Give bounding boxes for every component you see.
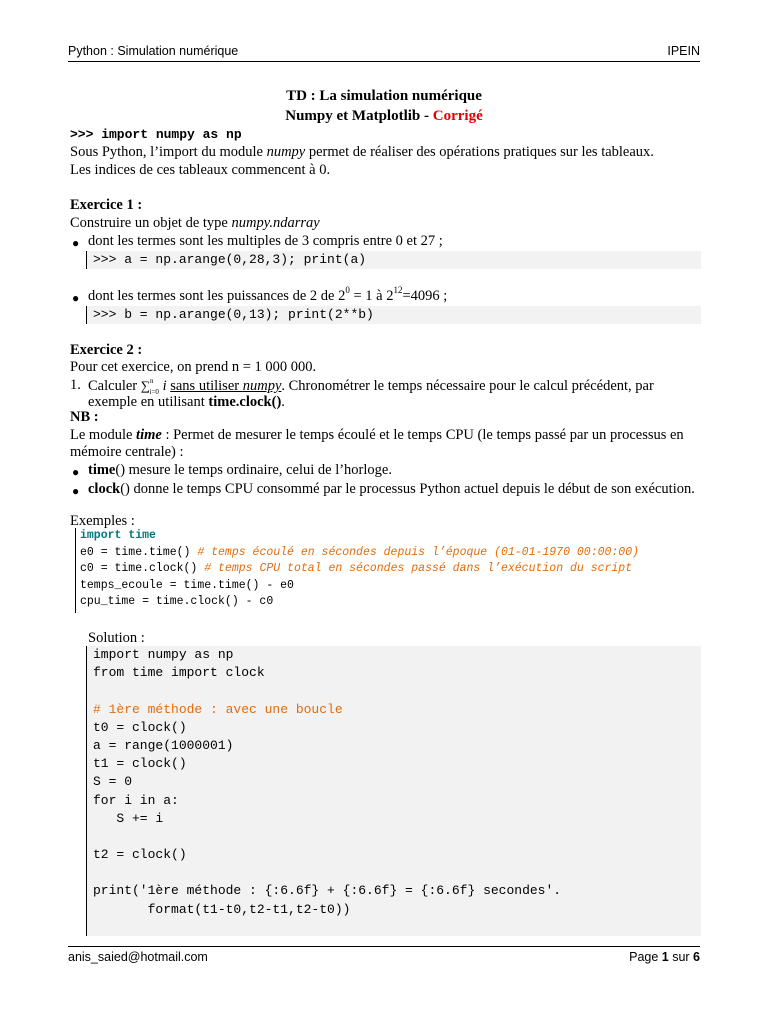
page-number: Page 1 sur 6 xyxy=(629,950,700,964)
code-line: cpu_time = time.clock() - c0 xyxy=(80,595,274,608)
code-line: import time xyxy=(80,529,156,542)
bullet-icon: ● xyxy=(72,465,80,479)
code-line: temps_ecoule = time.time() - e0 xyxy=(80,578,294,592)
bullet-icon: ● xyxy=(72,236,80,250)
header-right-text: IPEIN xyxy=(667,44,700,58)
exercise-2-lead: Pour cet exercice, on prend n = 1 000 000. xyxy=(70,359,317,375)
code-line: format(t1-t0,t2-t1,t2-t0)) xyxy=(93,901,351,917)
nb-heading: NB : xyxy=(70,409,99,425)
exercise-1-bullet-2: dont les termes sont les puissances de 2 de $2^0 = 1$ à $2^{12}=4096$ ; xyxy=(88,285,448,304)
solution-label: Solution : xyxy=(88,630,145,646)
code-line: t2 = clock() xyxy=(93,847,187,863)
exercise-1-heading: Exercice 1 : xyxy=(70,197,143,213)
code-line: from time import clock xyxy=(93,665,265,681)
exercise-2-item-number: 1. xyxy=(70,377,81,393)
time-function-bullet: time() mesure le temps ordinaire, celui de l’horloge. xyxy=(88,462,392,478)
code-line: S += i xyxy=(93,810,164,826)
code-line: import numpy as np xyxy=(93,647,234,662)
page-footer xyxy=(68,946,700,968)
exercise-1-bullet-1: dont les termes sont les multiples de 3 compris entre 0 et 27 ; xyxy=(88,233,443,249)
code-line xyxy=(93,682,701,700)
exercise-1-code-2: >>> b = np.arange(0,13); print(2**b) xyxy=(86,306,701,324)
code-line: print('1ère méthode : {:6.6f} + {:6.6f} = {:6.6f} secondes'. xyxy=(93,883,562,899)
corrige-label: Corrigé xyxy=(432,108,483,124)
time-module-description: Le module time : Permet de mesurer le temps écoulé et le temps CPU (le temps passé par un processus en xyxy=(70,427,684,443)
code-line xyxy=(93,828,701,846)
exercise-1-lead: Construire un objet de type numpy.ndarray xyxy=(70,215,320,231)
code-line xyxy=(93,864,701,882)
bullet-icon: ● xyxy=(72,484,80,498)
exercise-1-code-1: >>> a = np.arange(0,28,3); print(a) xyxy=(86,251,701,269)
code-line: t0 = clock() xyxy=(93,719,187,735)
import-command: >>> import numpy as np xyxy=(70,127,242,142)
solution-code-block xyxy=(86,646,701,936)
examples-code-block xyxy=(75,528,701,613)
exercise-2-heading: Exercice 2 : xyxy=(70,342,143,358)
exercise-2-item-line-1: Calculer ∑$^n_{i=0}$ i sans utiliser numpy. Chronométrer le temps nécessaire pour le calcul précédent, par xyxy=(88,377,654,396)
code-comment-line: # 1ère méthode : avec une boucle xyxy=(93,701,343,717)
exercise-2-item-line-2: exemple en utilisant time.clock(). xyxy=(88,394,285,410)
intro-indices-note: Les indices de ces tableaux commencent à 0. xyxy=(70,162,331,178)
document-title: TD : La simulation numérique xyxy=(286,88,482,104)
sum-symbol: ∑ xyxy=(140,378,151,393)
footer-email: anis_saied@hotmail.com xyxy=(68,950,208,964)
bullet-icon: ● xyxy=(72,291,80,305)
code-line: S = 0 xyxy=(93,774,133,790)
examples-label: Exemples : xyxy=(70,513,135,529)
time-module-description-cont: mémoire centrale) : xyxy=(70,444,184,460)
code-line: t1 = clock() xyxy=(93,756,187,772)
page-header xyxy=(68,42,700,62)
intro-paragraph: Sous Python, l’import du module numpy permet de réaliser des opérations pratiques sur les tableaux. xyxy=(70,144,654,160)
clock-function-bullet: clock() donne le temps CPU consommé par le processus Python actuel depuis le début de son exécution. xyxy=(88,481,695,497)
header-left-text: Python : Simulation numérique xyxy=(68,44,239,58)
code-line: a = range(1000001) xyxy=(93,737,234,753)
code-line: for i in a: xyxy=(93,792,179,808)
code-line: c0 = time.clock() # temps CPU total en sécondes passé dans l’exécution du script xyxy=(80,562,633,575)
document-subtitle: Numpy et Matplotlib - Corrigé xyxy=(285,108,483,124)
code-line: e0 = time.time() # temps écoulé en sécondes depuis l’époque (01-01-1970 00:00:00) xyxy=(80,545,639,559)
